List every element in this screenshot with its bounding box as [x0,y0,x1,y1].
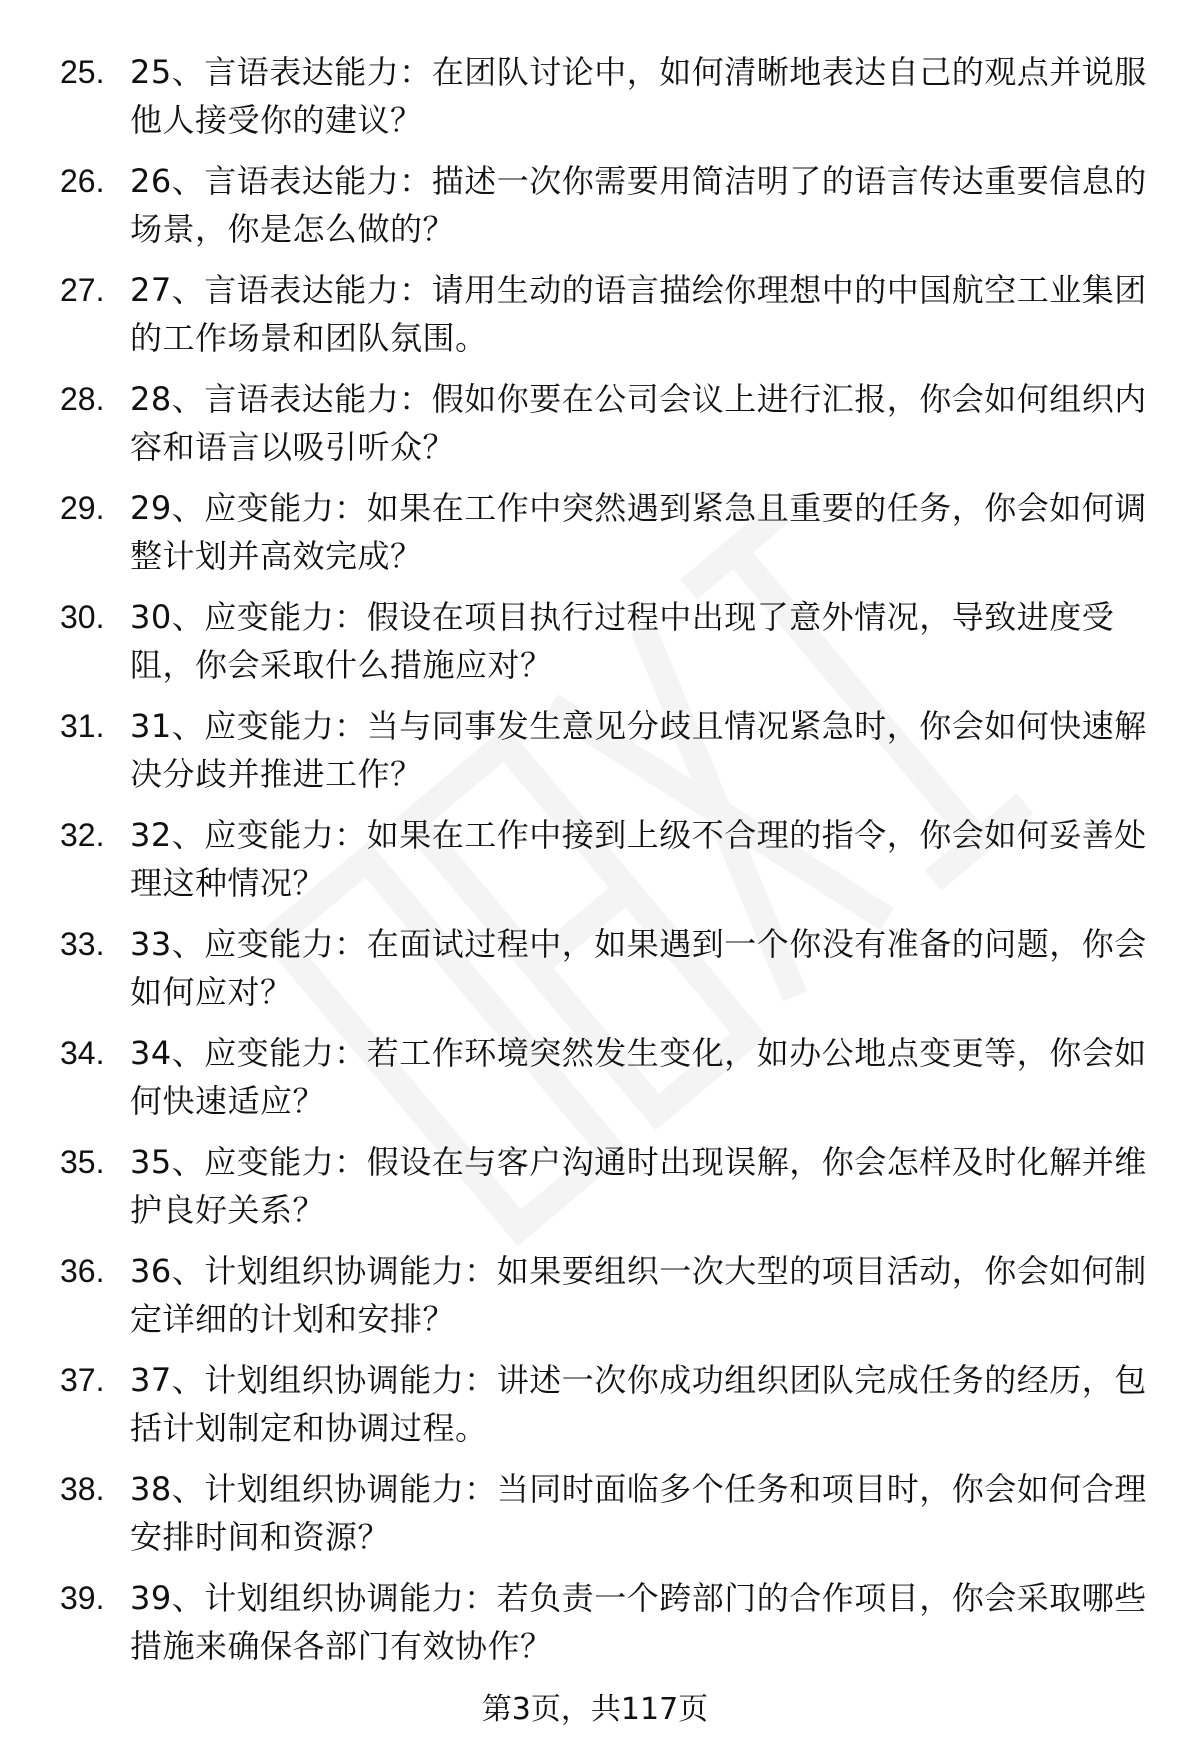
question-text: 28、言语表达能力：假如你要在公司会议上进行汇报，你会如何组织内容和语言以吸引听众？ [130,380,1147,466]
question-number: 35. [60,1144,105,1180]
list-item [0,811,1190,920]
list-item [0,593,1190,702]
list-item [0,484,1190,593]
list-item [0,1465,1190,1574]
list-item [0,48,1190,157]
question-text: 35、应变能力：假设在与客户沟通时出现误解，你会怎样及时化解并维护良好关系？ [130,1143,1147,1229]
list-item [0,1247,1190,1356]
question-number: 28. [60,381,105,417]
question-text: 32、应变能力：如果在工作中接到上级不合理的指令，你会如何妥善处理这种情况？ [130,816,1147,902]
question-text: 26、言语表达能力：描述一次你需要用简洁明了的语言传达重要信息的场景，你是怎么做的？ [130,162,1147,248]
list-item [0,266,1190,375]
question-number: 31. [60,708,105,744]
question-number: 34. [60,1035,105,1071]
question-text: 27、言语表达能力：请用生动的语言描绘你理想中的中国航空工业集团的工作场景和团队氛围。 [130,271,1147,357]
question-text: 25、言语表达能力：在团队讨论中，如何清晰地表达自己的观点并说服他人接受你的建议？ [130,53,1147,139]
question-text: 33、应变能力：在面试过程中，如果遇到一个你没有准备的问题，你会如何应对？ [130,925,1147,1011]
page-footer [0,1690,1190,1730]
list-item [0,1029,1190,1138]
question-number: 37. [60,1362,105,1398]
question-text: 37、计划组织协调能力：讲述一次你成功组织团队完成任务的经历，包括计划制定和协调过程。 [130,1361,1147,1447]
question-number: 27. [60,272,105,308]
list-item [0,1138,1190,1247]
question-number: 30. [60,599,105,635]
list-item [0,920,1190,1029]
question-text: 38、计划组织协调能力：当同时面临多个任务和项目时，你会如何合理安排时间和资源？ [130,1470,1147,1556]
list-item [0,1574,1190,1683]
list-item [0,375,1190,484]
list-item [0,157,1190,266]
question-text: 29、应变能力：如果在工作中突然遇到紧急且重要的任务，你会如何调整计划并高效完成？ [130,489,1147,575]
question-number: 29. [60,490,105,526]
question-list [0,48,1190,1683]
question-text: 34、应变能力：若工作环境突然发生变化，如办公地点变更等，你会如何快速适应？ [130,1034,1147,1120]
page-number-label: 第3页，共117页 [481,1692,709,1727]
question-text: 36、计划组织协调能力：如果要组织一次大型的项目活动，你会如何制定详细的计划和安排？ [130,1252,1147,1338]
question-number: 26. [60,163,105,199]
question-number: 38. [60,1471,105,1507]
question-number: 36. [60,1253,105,1289]
list-item [0,702,1190,811]
question-number: 39. [60,1580,105,1616]
question-text: 31、应变能力：当与同事发生意见分歧且情况紧急时，你会如何快速解决分歧并推进工作？ [130,707,1147,793]
question-number: 32. [60,817,105,853]
list-item [0,1356,1190,1465]
question-text: 39、计划组织协调能力：若负责一个跨部门的合作项目，你会采取哪些措施来确保各部门有效协作？ [130,1579,1147,1665]
question-text: 30、应变能力：假设在项目执行过程中出现了意外情况，导致进度受阻，你会采取什么措施应对？ [130,598,1115,684]
question-number: 25. [60,54,105,90]
question-number: 33. [60,926,105,962]
